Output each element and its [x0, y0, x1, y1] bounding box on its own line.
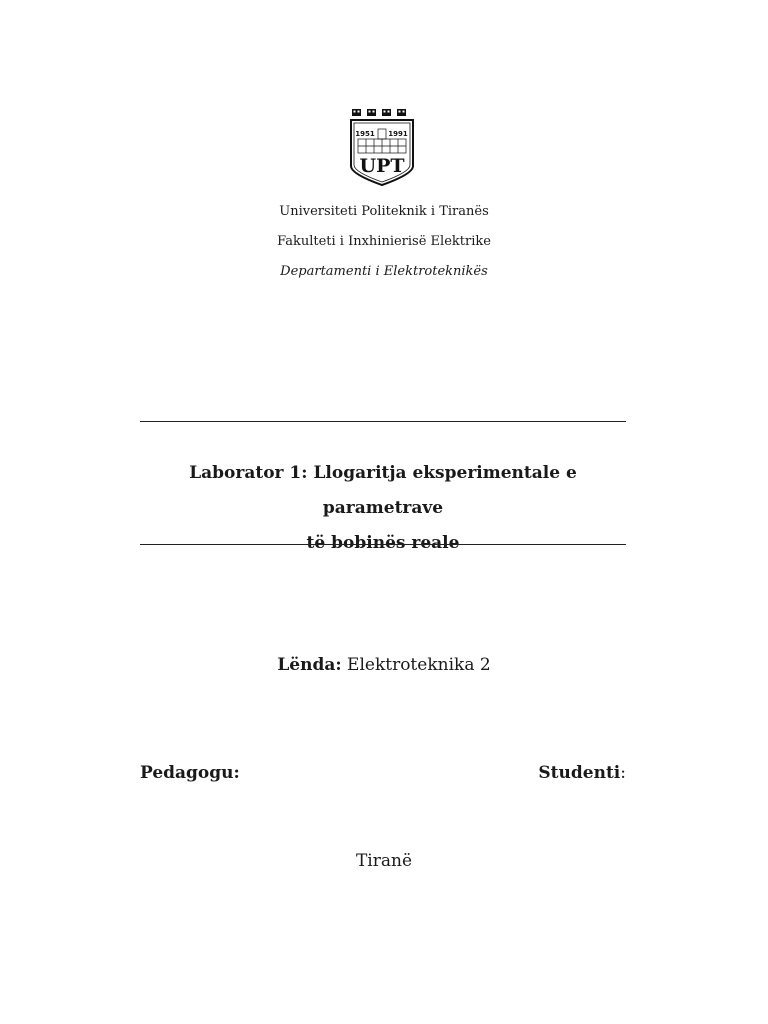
crown-icons — [352, 109, 406, 116]
title-rule-bottom — [140, 544, 626, 545]
faculty-name: Fakulteti i Inxhinierisë Elektrike — [277, 234, 491, 249]
title-rule-top — [140, 421, 626, 422]
subject-label: Lënda: — [277, 655, 342, 675]
upt-logo — [348, 108, 418, 188]
logo-letters: UPT — [359, 155, 405, 177]
student-label: Studenti — [538, 763, 621, 783]
subject-line — [0, 655, 768, 675]
logo-year-right: 1991 — [388, 130, 408, 138]
lab-title-line-2: të bobinës reale — [306, 533, 460, 553]
student-colon: : — [620, 763, 626, 783]
lab-title-line-1: Laborator 1: Llogaritja eksperimentale e parametrave — [189, 463, 577, 518]
university-name: Universiteti Politeknik i Tiranës — [279, 204, 489, 219]
student-field — [538, 763, 626, 783]
city-name: Tiranë — [355, 851, 413, 871]
subject-value: Elektroteknika 2 — [347, 655, 491, 675]
logo-year-left: 1951 — [355, 130, 375, 138]
lab-title — [140, 456, 626, 561]
teacher-label: Pedagogu: — [140, 763, 240, 783]
department-name: Departamenti i Elektroteknikës — [280, 264, 488, 279]
